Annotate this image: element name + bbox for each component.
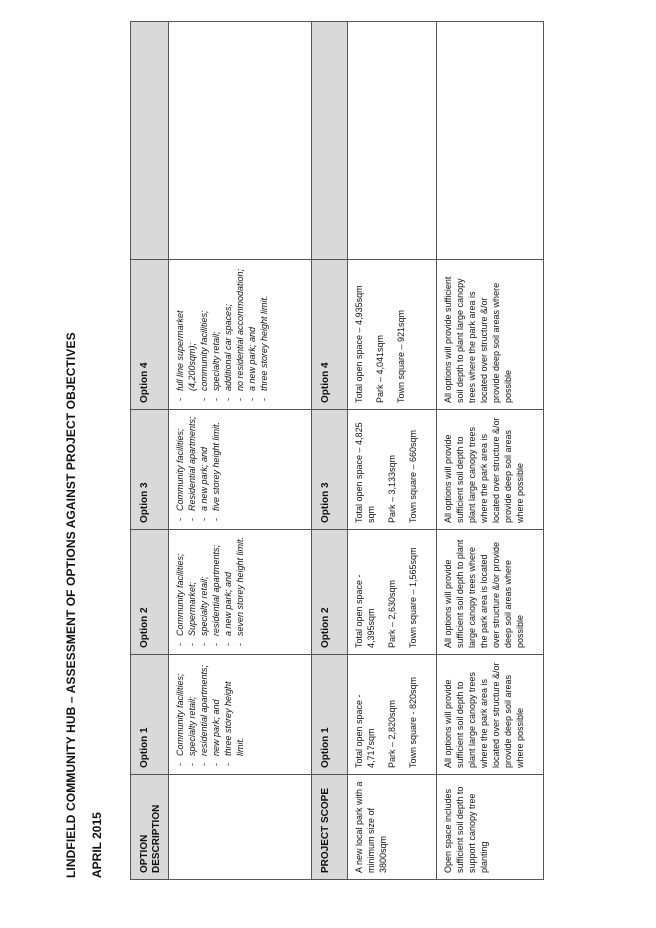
total-open-space: Total open space - 4,395sqm	[354, 574, 376, 648]
header-option-2: Option 2	[312, 530, 348, 655]
header-option-2: Option 2	[131, 530, 169, 655]
list-item: - three storey height limit.	[258, 266, 270, 391]
list-item: - Community facilities;	[174, 416, 186, 511]
list-item: - a new park; and	[198, 416, 210, 511]
document-date: APRIL 2015	[90, 812, 104, 878]
list-item: - a new park; and	[246, 266, 258, 391]
total-open-space: Total open space – 4,825 sqm	[354, 422, 376, 523]
options-assessment-table	[130, 21, 544, 880]
header-option-3: Option 3	[312, 410, 348, 530]
option-1-description	[169, 655, 312, 775]
table-row-description	[169, 22, 312, 880]
list-item: - Residential apartments;	[186, 416, 198, 511]
table-header-row	[131, 22, 169, 880]
scope-label-park: A new local park with a minimum size of 3800sqm	[348, 775, 437, 880]
list-item: - five storey height limit.	[210, 416, 222, 511]
option-3-description	[169, 410, 312, 530]
list-item: - additional car spaces;	[222, 266, 234, 391]
option-1-park-figures	[348, 655, 437, 775]
list-item: - new park; and	[210, 661, 222, 756]
town-square-area: Town square – 1,565sqm	[408, 547, 418, 648]
list-item: - seven storey height limit.	[234, 536, 246, 636]
option-3-park-figures	[348, 410, 437, 530]
park-area: Park – 2,820sqm	[387, 699, 397, 768]
list-item: - specialty retail;	[198, 536, 210, 636]
header-option-3: Option 3	[131, 410, 169, 530]
option-4-description	[169, 260, 312, 410]
total-open-space: Total open space – 4,935sqm	[354, 285, 364, 403]
option-1-feature-list	[174, 661, 246, 768]
list-item: - residential apartments;	[198, 661, 210, 756]
option-2-park-figures	[348, 530, 437, 655]
table-row-soil-depth	[437, 22, 544, 880]
empty-cell	[348, 22, 437, 260]
option-4-feature-list	[174, 266, 270, 403]
list-item: - residential apartments;	[210, 536, 222, 636]
park-area: Park – 4,041sqm	[375, 334, 385, 403]
option-2-description	[169, 530, 312, 655]
list-item: - community facilities;	[198, 266, 210, 391]
list-item: - Supermarket;	[186, 536, 198, 636]
town-square-area: Town square - 820sqm	[408, 676, 418, 768]
option-4-soil: All options will provide sufficient soil depth to plant large canopy trees where the park area is located over structure &/or provide deep soil areas where possible	[437, 260, 544, 410]
empty-cell	[169, 22, 312, 260]
total-open-space: Total open space - 4,717sqm	[354, 694, 376, 768]
option-2-soil: All options will provide sufficient soil depth to plant large canopy trees where the park area is located over structure &/or provide deep soil areas where possible	[437, 530, 544, 655]
park-area: Park – 3,133sqm	[387, 454, 397, 523]
list-item: - three storey height limit.	[222, 661, 246, 756]
option-3-soil: All options will provide sufficient soil depth to plant large canopy trees where the park area is located over structure &/or provide deep soil areas where possible	[437, 410, 544, 530]
header-option-1: Option 1	[312, 655, 348, 775]
header-option-description: OPTION DESCRIPTION	[131, 775, 169, 880]
option-4-park-figures	[348, 260, 437, 410]
header-project-scope: PROJECT SCOPE	[312, 775, 348, 880]
description-label-cell	[169, 775, 312, 880]
table-header-row-scope	[312, 22, 348, 880]
list-item: - Community facilities;	[174, 661, 186, 756]
town-square-area: Town square – 660sqm	[408, 429, 418, 523]
scope-label-soil: Open space includes sufficient soil depth to support canopy tree planting	[437, 775, 544, 880]
list-item: - no residential accommodation;	[234, 266, 246, 391]
document-title: LINDFIELD COMMUNITY HUB – ASSESSMENT OF OPTIONS AGAINST PROJECT OBJECTIVES	[64, 332, 78, 878]
header-empty	[131, 22, 169, 260]
option-2-feature-list	[174, 536, 246, 648]
list-item: - Community facilities;	[174, 536, 186, 636]
option-1-soil: All options will provide sufficient soil depth to plant large canopy trees where the park area is located over structure &/or provide deep soil areas where possible	[437, 655, 544, 775]
option-3-feature-list	[174, 416, 222, 523]
header-empty	[312, 22, 348, 260]
park-area: Park – 2,630sqm	[387, 579, 397, 648]
list-item: - a new park; and	[222, 536, 234, 636]
header-option-1: Option 1	[131, 655, 169, 775]
list-item: - specialty retail;	[210, 266, 222, 391]
table-row-local-park	[348, 22, 437, 880]
list-item: - specialty retail;	[186, 661, 198, 756]
town-square-area: Town square – 921sqm	[396, 309, 406, 403]
list-item: - full line supermarket (4,200sqm);	[174, 266, 198, 391]
header-option-4: Option 4	[131, 260, 169, 410]
empty-cell	[437, 22, 544, 260]
header-option-4: Option 4	[312, 260, 348, 410]
